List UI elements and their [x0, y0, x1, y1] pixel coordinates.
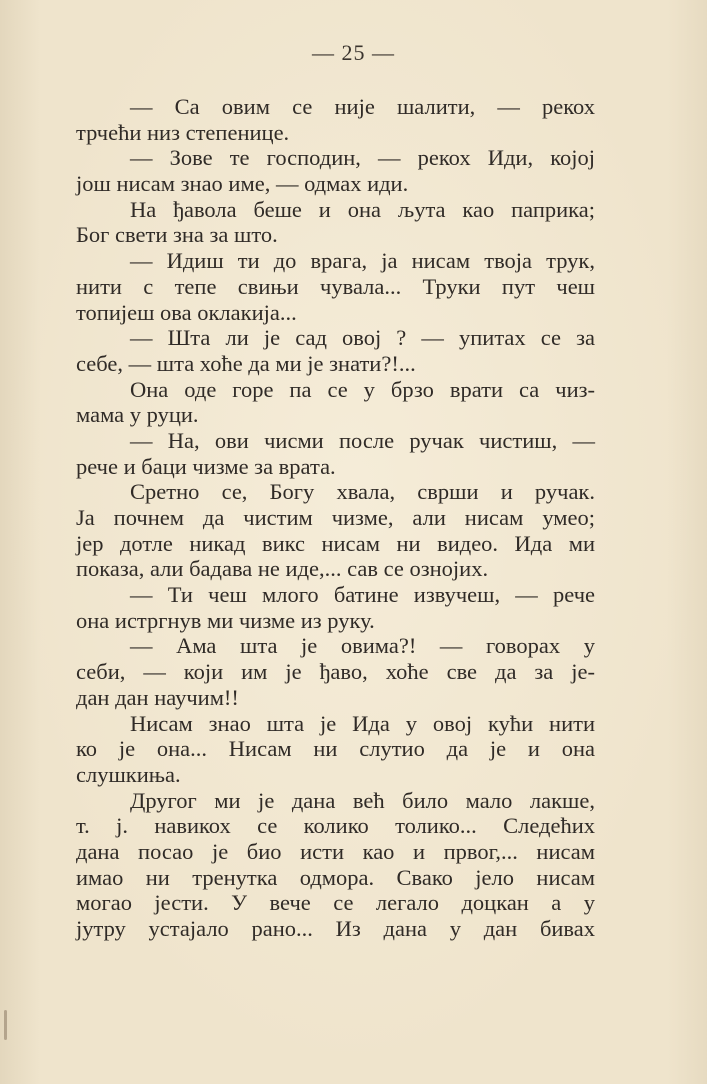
text-line: јер дотле никад викс нисам ни видео. Ида ми: [76, 530, 595, 556]
text-line: себе, — шта хоће да ми је знати?!...: [76, 350, 416, 376]
text-line: слушкиња.: [76, 761, 181, 787]
text-line: себи, — који им је ђаво, хоће све да за је-: [76, 659, 595, 685]
text-line: Она оде горе па се у брзо врати са чиз-: [130, 376, 595, 402]
text-line: топијеш ова оклакија...: [76, 299, 297, 325]
text-line: — Зове те господин, — рекох Иди, којој: [130, 145, 595, 171]
text-line: Ја почнем да чистим чизме, али нисам умео;: [76, 505, 595, 530]
text-line: могао јести. У вече се легало доцкан а у: [76, 890, 595, 916]
text-line: — Са овим се није шалити, — рекох: [130, 94, 595, 119]
text-line: Бог свети зна за што.: [76, 222, 278, 248]
text-line: Другог ми је дана већ било мало лакше,: [130, 787, 595, 813]
text-line: — Шта ли је сад овој ? — упитах се за: [130, 325, 595, 351]
text-line: показа, али бадава не иде,... сав се ознојих.: [76, 556, 489, 582]
text-line: дан дан научим!!: [76, 684, 239, 710]
text-line: Сретно се, Богу хвала, сврши и ручак.: [130, 479, 595, 505]
text-line: ко је она... Нисам ни слутио да је и она: [76, 736, 595, 762]
page-edge-mark: [4, 1010, 7, 1040]
text-line: нити с тепе свињи чувала... Труки пут чеш: [76, 273, 595, 299]
body-text: [76, 94, 595, 942]
text-line: мама у руци.: [76, 402, 199, 428]
page-number: — 25 —: [312, 40, 395, 65]
text-line: Нисам знао шта је Ида у овој кући нити: [130, 710, 595, 736]
text-line: рече и баци чизме за врата.: [76, 453, 336, 479]
text-line: — Ама шта је овима?! — говорах у: [130, 633, 595, 659]
text-line: јутру устајало рано... Из дана у дан бивах: [76, 916, 595, 941]
text-line: — Ти чеш млого батине извучеш, — рече: [130, 582, 595, 608]
text-line: она истргнув ми чизме из руку.: [76, 607, 375, 633]
text-line: дана посао је био исти као и првог,... нисам: [76, 838, 595, 864]
text-line: На ђавола беше и она љута као паприка;: [130, 196, 595, 222]
text-line: — На, ови чисми после ручак чистиш, —: [130, 427, 595, 453]
text-line: имао ни тренутка одмора. Свако јело нисам: [76, 864, 595, 890]
text-line: т. ј. навикох се колико толико... Следећих: [76, 813, 595, 839]
text-line: — Идиш ти до врага, ја нисам твоја трук,: [130, 248, 595, 274]
text-line: трчећи низ степенице.: [76, 119, 290, 145]
text-line: још нисам знао име, — одмах иди.: [76, 171, 409, 197]
